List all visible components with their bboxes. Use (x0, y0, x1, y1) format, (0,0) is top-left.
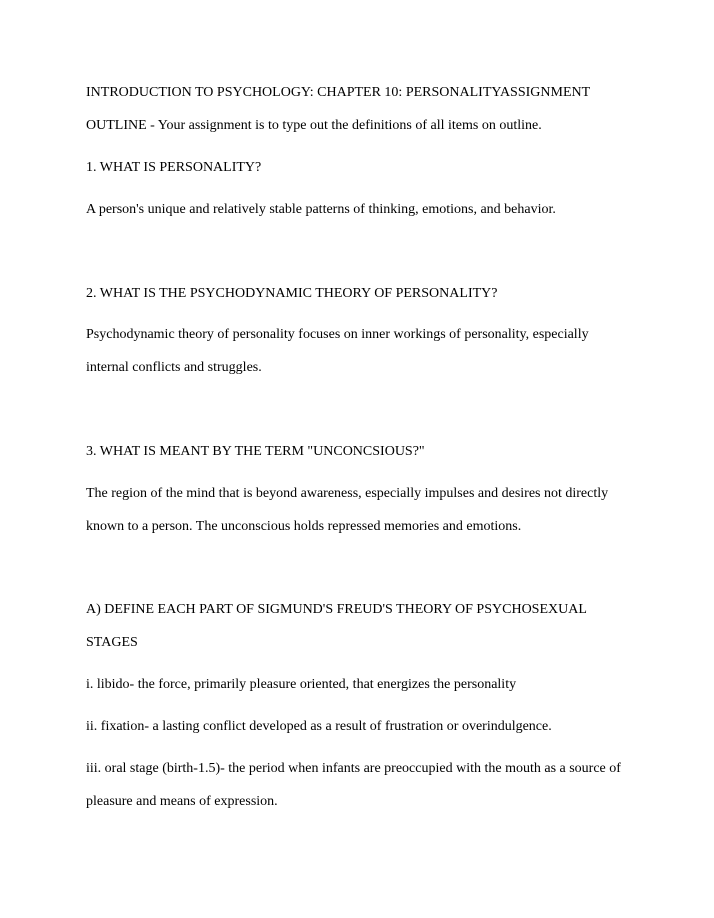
section-a-heading-line-2: STAGES (86, 635, 138, 650)
section-a-heading-line-1: A) DEFINE EACH PART OF SIGMUND'S FREUD'S THEORY OF PSYCHOSEXUAL (86, 602, 587, 617)
assignment-instructions: OUTLINE - Your assignment is to type out the definitions of all items on outline. (86, 118, 542, 133)
question-2-answer-line-2: internal conflicts and struggles. (86, 360, 262, 375)
definition-oral-stage-line-2: pleasure and means of expression. (86, 794, 278, 809)
question-3-answer-line-1: The region of the mind that is beyond awareness, especially impulses and desires not directly (86, 486, 609, 501)
question-2-heading: 2. WHAT IS THE PSYCHODYNAMIC THEORY OF PERSONALITY? (86, 286, 498, 301)
definition-fixation: ii. fixation- a lasting conflict developed as a result of frustration or overindulgence. (86, 719, 552, 734)
question-1-answer: A person's unique and relatively stable patterns of thinking, emotions, and behavior. (86, 202, 556, 217)
question-1-heading: 1. WHAT IS PERSONALITY? (86, 160, 262, 175)
question-2-answer-line-1: Psychodynamic theory of personality focuses on inner workings of personality, especially (86, 327, 589, 342)
question-3-answer-line-2: known to a person. The unconscious holds repressed memories and emotions. (86, 519, 522, 534)
definition-libido: i. libido- the force, primarily pleasure oriented, that energizes the personality (86, 677, 517, 692)
question-3-heading: 3. WHAT IS MEANT BY THE TERM "UNCONCSIOUS?" (86, 444, 425, 459)
definition-oral-stage-line-1: iii. oral stage (birth-1.5)- the period when infants are preoccupied with the mouth as a source of (86, 761, 621, 776)
assignment-title: INTRODUCTION TO PSYCHOLOGY: CHAPTER 10: PERSONALITYASSIGNMENT (86, 85, 591, 100)
